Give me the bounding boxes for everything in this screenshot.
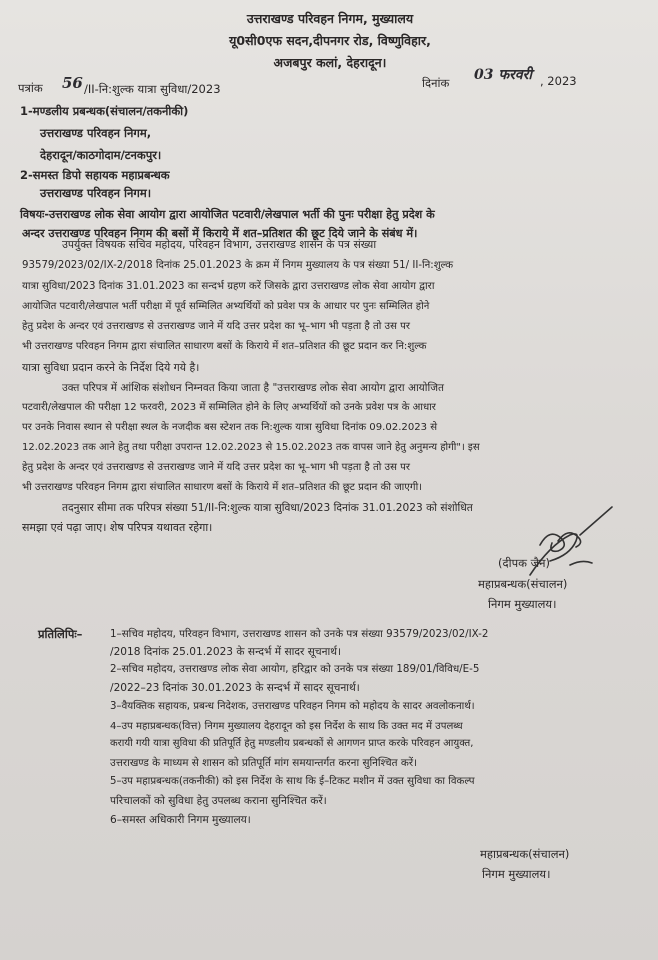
paragraph-line: हेतु प्रदेश के अन्दर एवं उत्तराखण्ड से उत्तराखण्ड जाने में यदि उत्तर प्रदेश का भू–भाग भी पड़ता है तो उस पर bbox=[22, 321, 410, 332]
org-address-line1: यू0सी0एफ सदन,दीपनगर रोड, विष्णुविहार, bbox=[229, 33, 431, 48]
reference-number: 56 bbox=[62, 74, 83, 92]
copy-line: 3–वैयक्तिक सहायक, प्रबन्ध निदेशक, उत्तराखण्ड परिवहन निगम को महोदय के सादर अवलोकनार्थ। bbox=[110, 701, 475, 712]
copy-line: परिचालकों को सुविधा हेतु उपलब्ध कराना सुनिश्चित करें। bbox=[110, 795, 327, 807]
addressee-1-line3: देहरादून/काठगोदाम/टनकपुर। bbox=[40, 148, 162, 162]
paragraph-line: यात्रा सुविधा/2023 दिनांक 31.01.2023 का सन्दर्भ ग्रहण करें जिसके द्वारा उत्तराखण्ड लोक सेवा आयोग द्वारा bbox=[22, 281, 435, 292]
paragraph-line: भी उत्तराखण्ड परिवहन निगम द्वारा संचालित साधारण बसों के किराये में शत–प्रतिशत की छूट प्रदान की जाएगी। bbox=[22, 482, 423, 493]
copy-line: करायी गयी यात्रा सुविधा की प्रतिपूर्ति हेतु मण्डलीय प्रबन्धकों से आगणन प्राप्त करके परिवहन आयुक्त, bbox=[110, 738, 474, 749]
signatory-name: (दीपक जैन) bbox=[498, 556, 550, 570]
copy-line: 6–समस्त अधिकारी निगम मुख्यालय। bbox=[110, 814, 251, 826]
paragraph-line: पर उनके निवास स्थान से परीक्षा स्थल के नजदीक बस स्टेशन तक नि:शुल्क यात्रा सुविधा दिनांक 09.02.2023 से bbox=[22, 422, 438, 433]
paragraph-line: भी उत्तराखण्ड परिवहन निगम द्वारा संचालित साधारण बसों के किराये में शत–प्रतिशत की छूट प्रदान कर नि:शुल्क bbox=[22, 341, 427, 352]
signatory-designation: महाप्रबन्धक(संचालन) bbox=[478, 577, 568, 591]
signatory-office: निगम मुख्यालय। bbox=[488, 597, 557, 611]
copy-line: /2018 दिनांक 25.01.2023 के सन्दर्भ में सादर सूचनार्थ। bbox=[110, 646, 342, 658]
paragraph-line: आयोजित पटवारी/लेखपाल भर्ती परीक्षा में पूर्व सम्मिलित अभ्यर्थियों को प्रवेश पत्र के आधार पर पुनः सम्मिलित होने bbox=[22, 301, 430, 312]
addressee-2: 2-समस्त डिपो सहायक महाप्रबन्धक bbox=[20, 168, 170, 182]
org-name: उत्तराखण्ड परिवहन निगम, मुख्यालय bbox=[246, 11, 414, 26]
paragraph-line: उपर्युक्त विषयक सचिव महोदय, परिवहन विभाग, उत्तराखण्ड शासन के पत्र संख्या bbox=[62, 238, 377, 251]
copy-line: /2022–23 दिनांक 30.01.2023 के सन्दर्भ में सादर सूचनार्थ। bbox=[110, 682, 360, 694]
date-handwritten: 03 फरवरी bbox=[474, 67, 533, 83]
closing-designation: महाप्रबन्धक(संचालन) bbox=[480, 847, 570, 861]
paragraph-line: उक्त परिपत्र में आंशिक संशोधन निम्नवत किया जाता है "उत्तराखण्ड लोक सेवा आयोग द्वारा आयोजित bbox=[62, 382, 444, 394]
addressee-1-line2: उत्तराखण्ड परिवहन निगम, bbox=[40, 126, 152, 140]
copy-label: प्रतिलिपिः– bbox=[38, 627, 83, 641]
copy-line: 1–सचिव महोदय, परिवहन विभाग, उत्तराखण्ड शासन को उनके पत्र संख्या 93579/2023/02/IX-2 bbox=[110, 628, 489, 640]
copy-line: 5–उप महाप्रबन्धक(तकनीकी) को इस निर्देश के साथ कि ई–टिकट मशीन में उक्त सुविधा का विकल्प bbox=[110, 776, 475, 787]
paragraph-line: समझा एवं पढ़ा जाए। शेष परिपत्र यथावत रहेगा। bbox=[22, 521, 213, 534]
paragraph-line: पटवारी/लेखपाल की परीक्षा 12 फरवरी, 2023 में सम्मिलित होने के लिए अभ्यर्थियों को उनके प्रवेश पत्र के आधार bbox=[22, 402, 436, 413]
copy-line: 4–उप महाप्रबन्धक(वित्त) निगम मुख्यालय देहरादून को इस निर्देश के साथ कि उक्त मद में उपलब्ध bbox=[110, 721, 463, 732]
reference-prefix: पत्रांक bbox=[18, 81, 43, 95]
copy-line: उत्तराखण्ड के माध्यम से शासन को प्रतिपूर्ति मांग समयान्तर्गत करना सुनिश्चित करें। bbox=[110, 757, 418, 769]
paragraph-line: यात्रा सुविधा प्रदान करने के निर्देश दिये गये है। bbox=[22, 361, 200, 374]
closing-office: निगम मुख्यालय। bbox=[482, 867, 551, 881]
date-year: , 2023 bbox=[540, 74, 577, 88]
addressee-1: 1-मण्डलीय प्रबन्धक(संचालन/तकनीकी) bbox=[20, 104, 189, 118]
reference-text: /II-नि:शुल्क यात्रा सुविधा/2023 bbox=[84, 82, 221, 96]
paragraph-line: 93579/2023/02/IX-2/2018 दिनांक 25.01.2023 के क्रम में निगम मुख्यालय के पत्र संख्या 51/ II-नि:शुल्क bbox=[22, 260, 454, 271]
org-address-line2: अजबपुर कलां, देहरादून। bbox=[273, 55, 387, 70]
subject-line1: विषयः-उत्तराखण्ड लोक सेवा आयोग द्वारा आयोजित पटवारी/लेखपाल भर्ती की पुनः परीक्षा हेतु प्रदेश के bbox=[20, 208, 435, 221]
subject-line2: अन्दर उत्तराखण्ड परिवहन निगम की बसों में किराये में शत–प्रतिशत की छूट दिये जाने के संबंध में। bbox=[22, 227, 418, 240]
date-label: दिनांक bbox=[422, 76, 450, 90]
copy-line: 2–सचिव महोदय, उत्तराखण्ड लोक सेवा आयोग, हरिद्वार को उनके पत्र संख्या 189/01/विविध/E-5 bbox=[110, 663, 480, 675]
paragraph-line: तदनुसार सीमा तक परिपत्र संख्या 51/II-नि:शुल्क यात्रा सुविधा/2023 दिनांक 31.01.2023 को संशोधित bbox=[62, 502, 473, 514]
addressee-2-line2: उत्तराखण्ड परिवहन निगम। bbox=[40, 186, 152, 200]
paragraph-line: हेतु प्रदेश के अन्दर एवं उत्तराखण्ड से उत्तराखण्ड जाने में यदि उत्तर प्रदेश का भू–भाग भी पड़ता है तो उस पर bbox=[22, 462, 410, 473]
paragraph-line: 12.02.2023 तक आने हेतु तथा परीक्षा उपरान्त 12.02.2023 से 15.02.2023 तक वापस जाने हेतु अनुमन्य होगी"। इस bbox=[22, 442, 480, 453]
